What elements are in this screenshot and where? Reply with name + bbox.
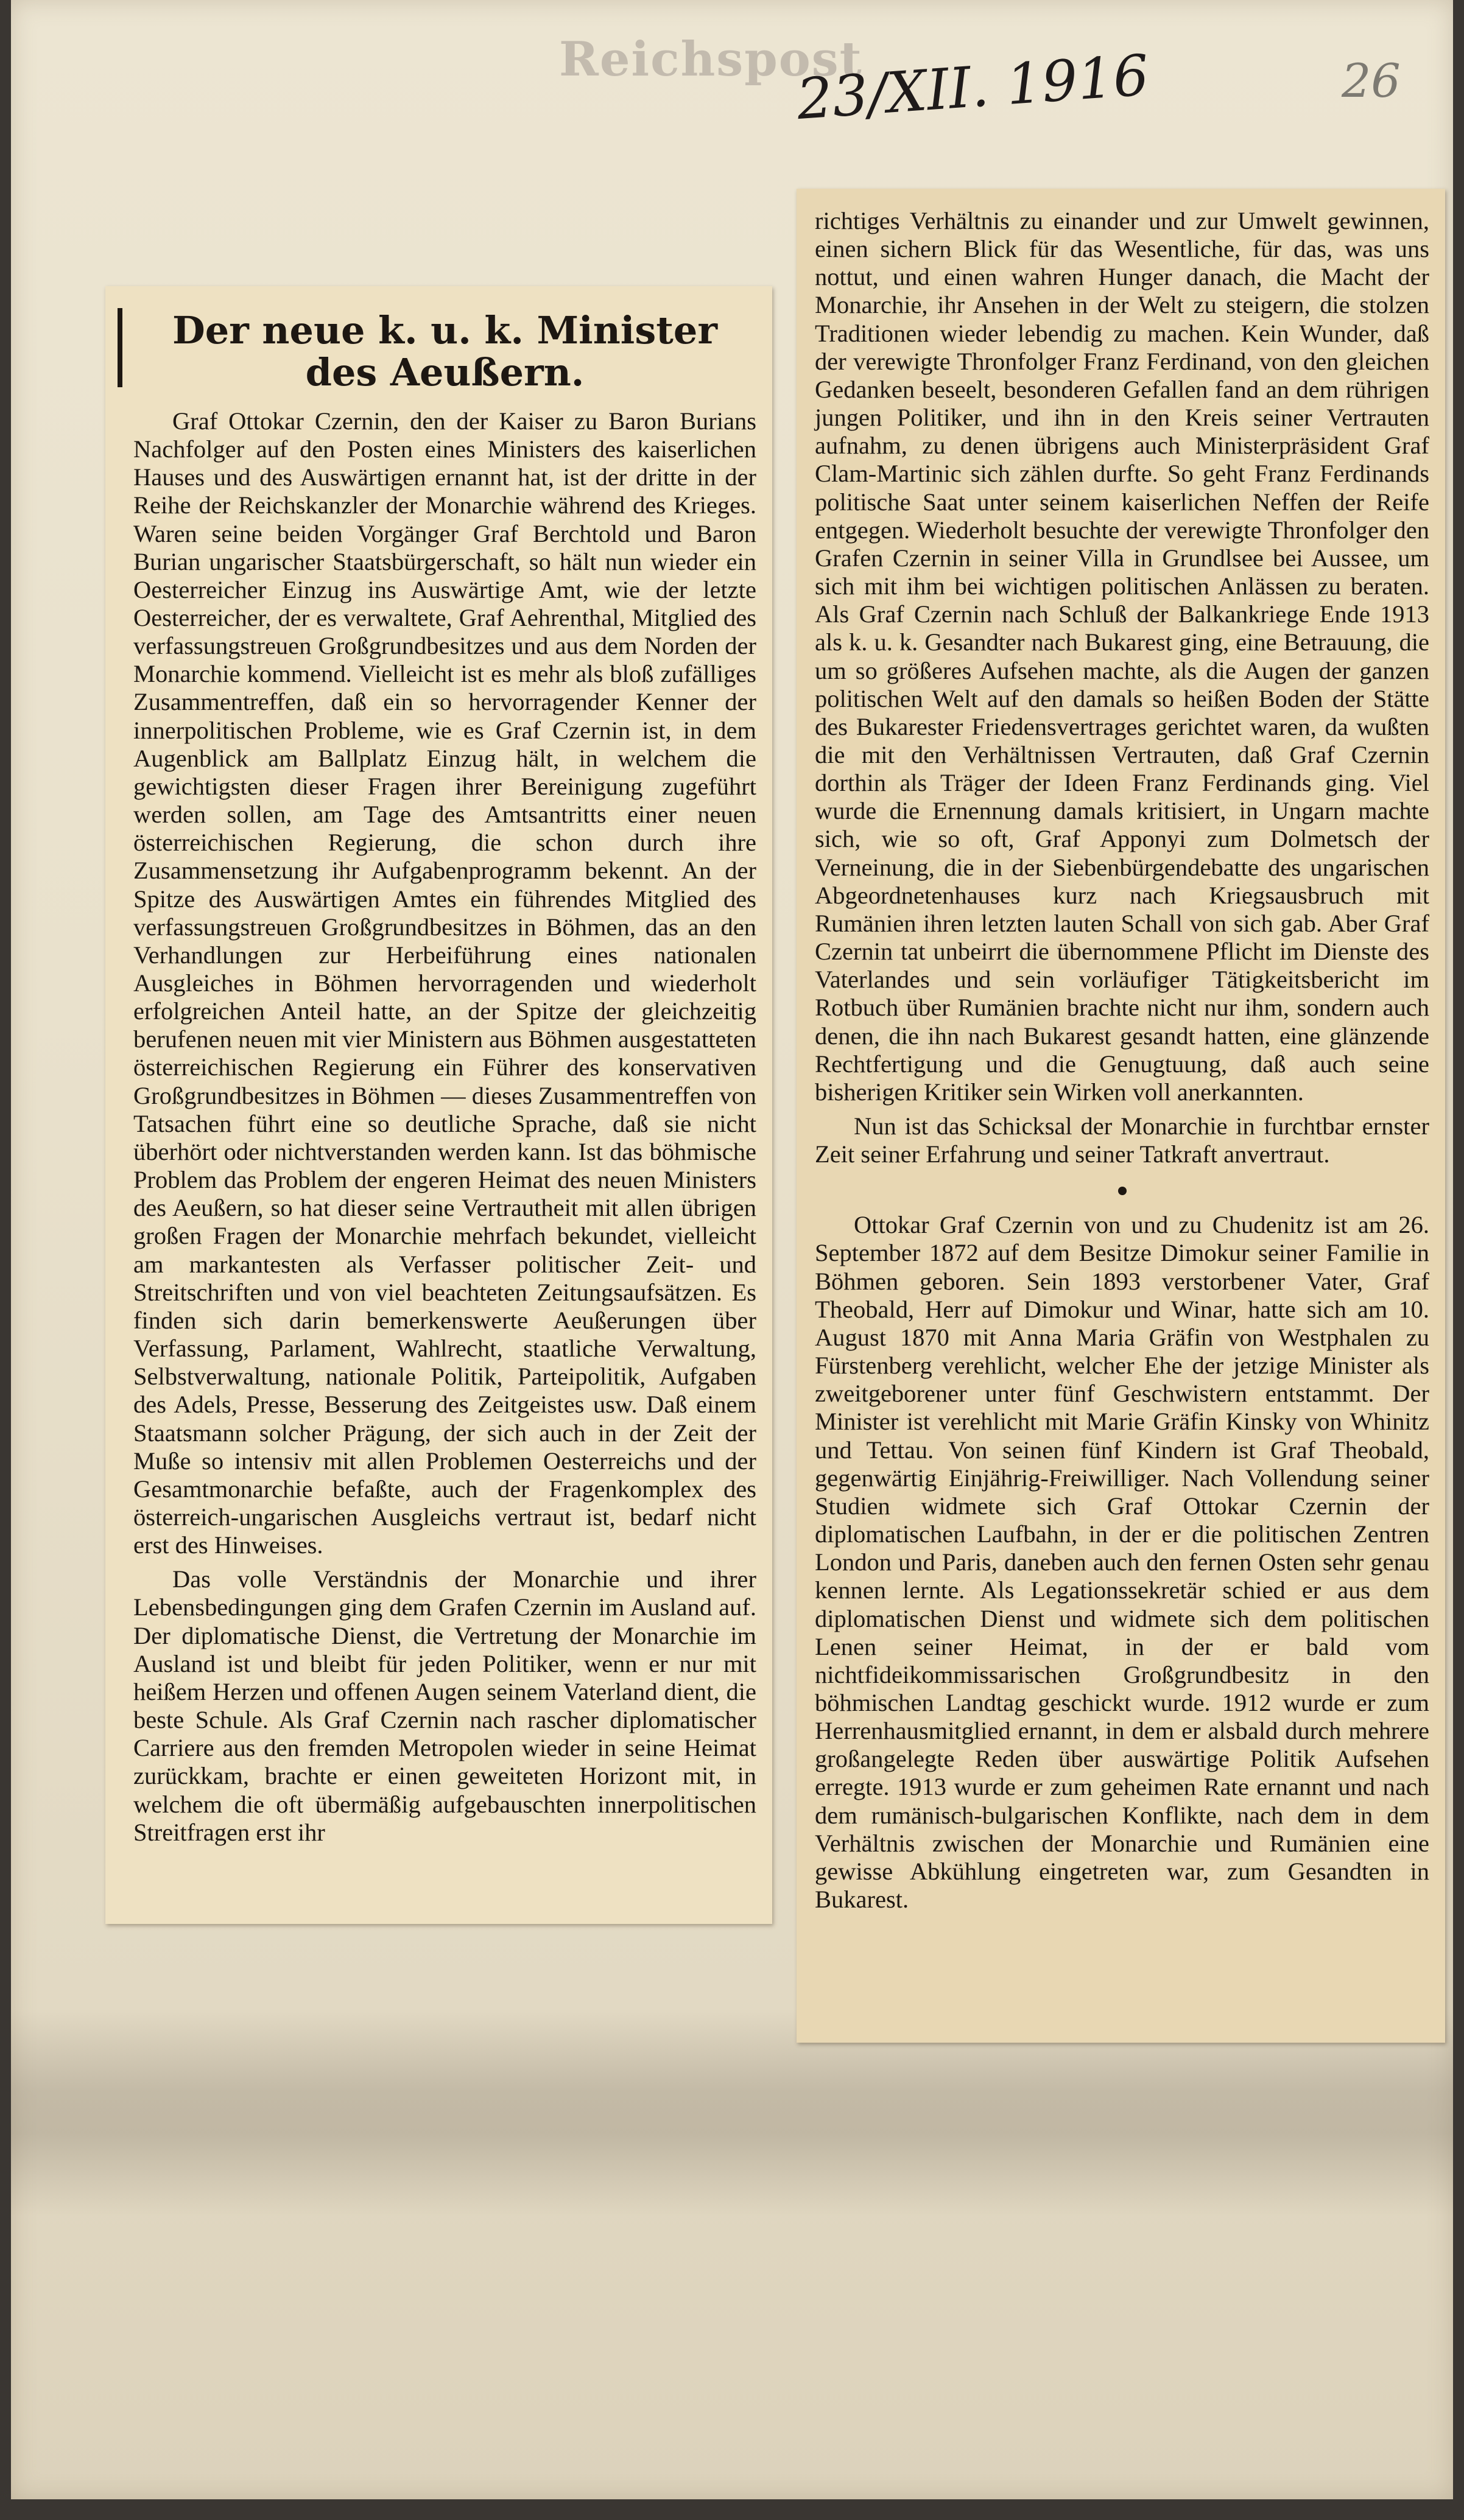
handwritten-page-number: 26 [1342,54,1401,108]
handwritten-date: 23/XII. 1916 [794,42,1151,133]
article-headline: Der neue k. u. k. Minister des Aeußern. [172,308,718,395]
article-paragraph: richtiges Verhältnis zu einander und zur Umwelt gewinnen, einen sichern Blick für das Wesentliche, für das, was uns nottut, und einen wahren Hunger danach, die Macht der Monarchie, ihr Ansehen in der Welt zu steigern, die stolzen Traditionen wieder lebendig zu machen. Kein Wunder, daß der verewigte Thronfolger Franz Ferdinand, von den gleichen Gedanken beseelt, besonderen Gefallen fand an dem rührigen jungen Politiker, und ihn in den Kreis seiner Vertrauten aufnahm, zu denen übrigens auch Ministerpräsident Graf Clam-Martinic sich zählen durfte. So geht Franz Ferdinands politische Saat unter seinem kaiserlichen Neffen der Reife entgegen. Wiederholt besuchte der verewigte Thronfolger den Grafen Czernin in seiner Villa in Grundlsee bei Aussee, um sich mit ihm bei wichtigen politischen Anlässen zu beraten. Als Graf Czernin nach Schluß der Balkankriege Ende 1913 als k. u. k. Gesandter nach Bukarest ging, eine Betrauung, die um so größeres Aufsehen machte, als die Augen der ganzen politischen Welt auf den damals so heißen Boden der Stätte des Bukarester Friedensvertrages gerichtet waren, da wußten die mit den Verhältnissen Vertrauten, daß Graf Czernin dorthin als Träger der Ideen Franz Ferdinands ging. Viel wurde die Ernennung damals kritisiert, in Ungarn machte sich, wie so oft, Graf Apponyi zum Dolmetsch der Verneinung, die in der Siebenbürgendebatte des ungarischen Abgeordnetenhauses kurz nach Kriegsausbruch mit Rumänien ihren letzten lauten Schall von sich gab. Aber Graf Czernin tat unbeirrt die übernommene Pflicht im Dienste des Vaterlandes und sein vorläufiger Tätigkeitsbericht im Rotbuch über Rumänien brachte nicht nur ihm, sondern auch denen, die ihn nach Bukarest gesandt hatten, eine glänzende Rechtfertigung und die Genugtuung, daß auch seine bisherigen Kritiker sein Wirken voll anerkannten. [815,207,1429,1106]
biography-paragraph: Ottokar Graf Czernin von und zu Chudenitz ist am 26. September 1872 auf dem Besitze Dimokur seiner Familie in Böhmen geboren. Sein 1893 verstorbener Vater, Graf Theobald, Herr auf Dimokur und Winar, hatte sich am 10. August 1870 mit Anna Maria Gräfin von Westphalen zu Fürstenberg verehlicht, welcher Ehe der jetzige Minister als zweitgeborener unter fünf Geschwistern entstammt. Der Minister ist verehlicht mit Marie Gräfin Kinsky von Whinitz und Tettau. Von seinen fünf Kindern ist Graf Theobald, gegenwärtig Einjährig-Freiwilliger. Nach Vollendung seiner Studien widmete sich Graf Ottokar Czernin der diplomatischen Laufbahn, in der er die politischen Zentren London und Paris, daneben auch den fernen Osten sehr genau kennen lernte. Als Legationssekretär schied er aus dem diplomatischen Dienst und widmete sich dem politischen Lenen seiner Heimat, in der er bald vom nichtfideikommissarischen Großgrundbesitz in den böhmischen Landtag geschickt wurde. 1912 wurde er zum Herrenhausmitglied ernannt, in dem er alsbald durch mehrere großangelegte Reden über auswärtige Politik Aufsehen erregte. 1913 wurde er zum geheimen Rate ernannt und nach dem rumänisch-bulgarischen Konflikte, nach dem in dem Verhältnis zwischen der Monarchie und Rumänien eine gewisse Abkühlung eingetreten war, zum Gesandten in Bukarest. [815,1211,1429,1914]
section-divider-dot [1118,1187,1127,1195]
archive-page [11,0,1453,2499]
clipping-left-column [105,286,772,1924]
article-paragraph: Das volle Verständnis der Monarchie und ihrer Lebensbedingungen ging dem Grafen Czernin im Ausland auf. Der diplomatische Dienst, die Vertretung der Monarchie im Ausland ist und bleibt für jeden Politiker, wenn er nur mit heißem Herzen und offenen Augen seinem Vaterland dient, die beste Schule. Als Graf Czernin nach rascher diplomatischer Carriere aus den fremden Metropolen wieder in seine Heimat zurückkam, brachte er einen geweiteten Horizont mit, in welchem die oft übermäßig aufgebauschten innerpolitischen Streitfragen erst ihr [133,1565,756,1846]
article-paragraph: Graf Ottokar Czernin, den der Kaiser zu Baron Burians Nachfolger auf den Posten eines Ministers des kaiserlichen Hauses und des Auswärtigen ernannt hat, ist der dritte in der Reihe der Reichskanzler der Monarchie während des Krieges. Waren seine beiden Vorgänger Graf Berchtold und Baron Burian ungarischer Staatsbürgerschaft, so hält nun wieder ein Oesterreicher Einzug ins Auswärtige Amt, wie der letzte Oesterreicher, der es verwaltete, Graf Aehrenthal, Mitglied des verfassungstreuen Großgrundbesitzes und aus dem Norden der Monarchie kommend. Vielleicht ist es mehr als bloß zufälliges Zusammentreffen, daß ein so hervorragender Kenner der innerpolitischen Probleme, wie es Graf Czernin ist, in dem Augenblick am Ballplatz Einzug hält, in welchem die gewichtigsten dieser Fragen ihrer Bereinigung zugeführt werden sollen, am Tage des Amtsantritts einer neuen österreichischen Regierung, die schon durch ihre Zusammensetzung ihr Aufgabenprogramm bekennt. An der Spitze des Auswärtigen Amtes ein führendes Mitglied des verfassungstreuen Großgrundbesitzes in Böhmen, das an den Verhandlungen zur Herbeiführung eines nationalen Ausgleiches in Böhmen hervorragenden und wiederholt erfolgreichen Anteil hatte, an der Spitze der gleichzeitig berufenen neuen mit vier Ministern aus Böhmen ausgestatteten österreichischen Regierung ein Führer des konservativen Großgrundbesitzes in Böhmen — dieses Zusammentreffen von Tatsachen führt eine so deutliche Sprache, daß sie nicht überhört oder nichtverstanden werden kann. Ist das böhmische Problem das Problem der engeren Heimat des neuen Ministers des Aeußern, so hat dieser seine Vertrautheit mit allen übrigen großen Fragen der Monarchie mehrfach bekundet, vielleicht am markantesten als Verfasser politischer Zeit- und Streitschriften und von viel beachteten Zeitungsaufsätzen. Es finden sich darin bemerkenswerte Aeußerungen über Verfassung, Parlament, Wahlrecht, staatliche Verwaltung, Selbstverwaltung, nationale Politik, Parteipolitik, Aufgaben des Adels, Presse, Besserung des Zeitgeistes usw. Daß einem Staatsmann solcher Prägung, der sich auch in der Zeit der Muße so intensiv mit allen Problemen Oesterreichs und der Gesamtmonarchie befaßte, auch der Fragenkomplex des österreich-ungarischen Ausgleichs vertraut ist, bedarf nicht erst des Hinweises. [133,407,756,1559]
article-paragraph: Nun ist das Schicksal der Monarchie in furchtbar ernster Zeit seiner Erfahrung und seiner Tatkraft anvertraut. [815,1112,1429,1168]
newspaper-stamp: Reichspost [559,32,863,87]
clipping-right-column [797,189,1445,2043]
